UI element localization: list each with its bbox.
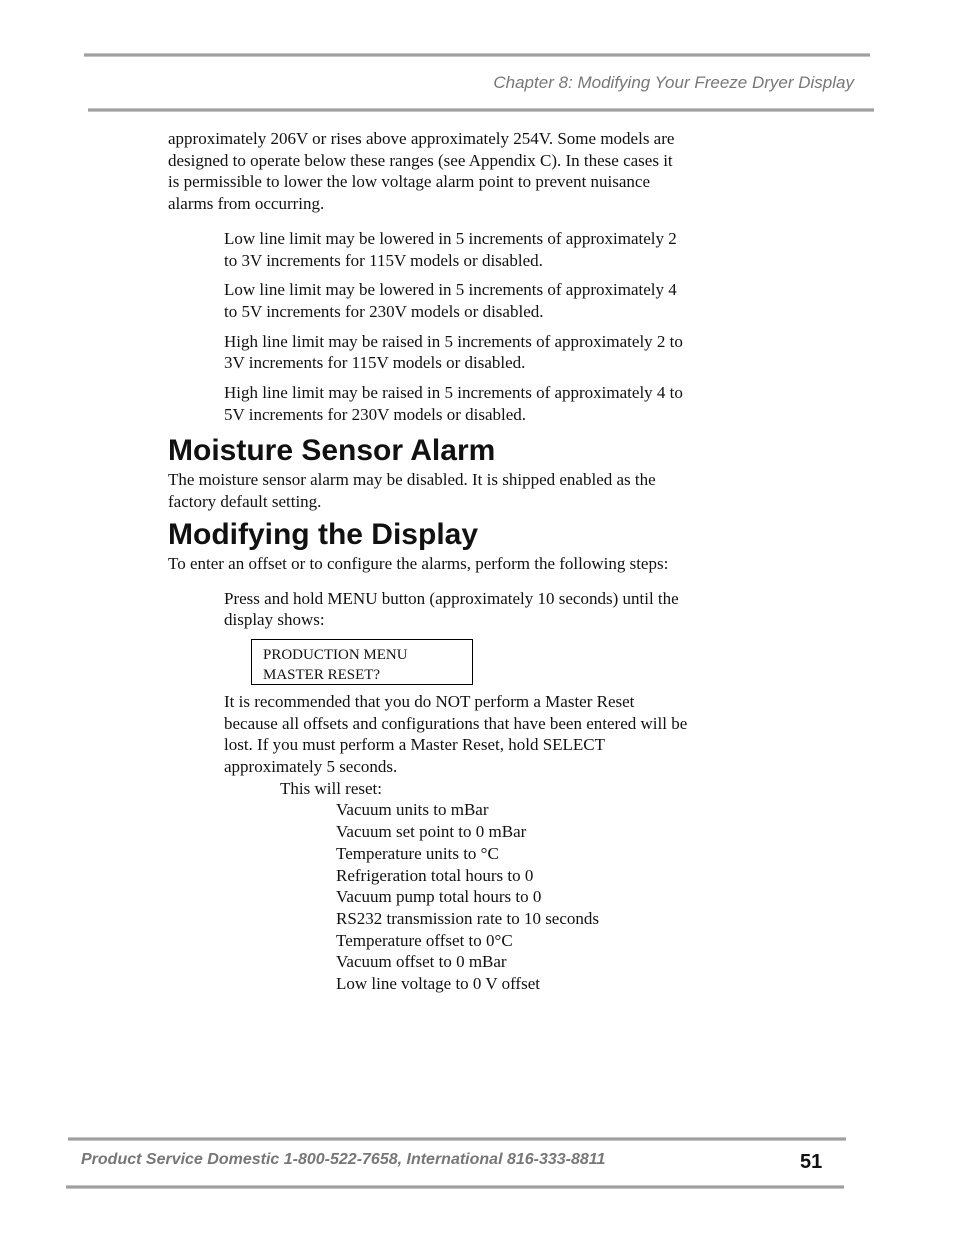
chapter-title: Chapter 8: Modifying Your Freeze Dryer Display (493, 73, 854, 92)
reset-item: Temperature units to °C (336, 843, 499, 863)
header-rule-bottom (88, 108, 874, 112)
reset-item: Vacuum units to mBar (336, 800, 489, 820)
display-heading: Modifying the Display (168, 517, 479, 551)
display-line: PRODUCTION MENU (263, 646, 408, 663)
display-intro: To enter an offset or to configure the alarms, perform the following steps: (168, 553, 669, 573)
reset-item: Vacuum pump total hours to 0 (336, 887, 542, 907)
page-number: 51 (800, 1151, 823, 1173)
reset-item: Temperature offset to 0°C (336, 930, 513, 950)
display-line: MASTER RESET? (263, 666, 381, 683)
footer-rule-top (68, 1137, 846, 1141)
header-rule-top (84, 53, 870, 57)
intro-paragraph: approximately 206V or rises above approximately 254V. Some models are designed to operate below these ranges (see Appendix C). In these cases it is permissible to lower the low voltage alarm point to prevent nuisance alarms from occurring. (168, 129, 675, 214)
limit-item: High line limit may be raised in 5 increments of approximately 2 to 3V increments for 115V models or disabled. (224, 331, 683, 373)
display-readout-box (251, 639, 473, 685)
reset-heading: This will reset: (280, 778, 382, 798)
menu-step: Press and hold MENU button (approximately 10 seconds) until the display shows: (224, 588, 679, 630)
reset-item: Vacuum offset to 0 mBar (336, 952, 507, 972)
moisture-heading: Moisture Sensor Alarm (168, 434, 496, 468)
limit-item: High line limit may be raised in 5 increments of approximately 4 to 5V increments for 230V models or disabled. (224, 383, 683, 424)
reset-item: Refrigeration total hours to 0 (336, 865, 534, 885)
footer-contact: Product Service Domestic 1-800-522-7658, International 816-333-8811 (81, 1151, 606, 1168)
moisture-text: The moisture sensor alarm may be disabled. It is shipped enabled as the factory default setting. (168, 470, 656, 512)
reset-item: Vacuum set point to 0 mBar (336, 822, 527, 842)
limit-item: Low line limit may be lowered in 5 increments of approximately 2 to 3V increments for 115V models or disabled. (224, 228, 677, 270)
page-body (168, 128, 688, 995)
reset-list (336, 799, 688, 994)
reset-item: RS232 transmission rate to 10 seconds (336, 908, 600, 928)
reset-warning: It is recommended that you do NOT perform a Master Reset because all offsets and configurations that have been entered will be lost. If you must perform a Master Reset, hold SELECT approximately 5 seconds. (224, 691, 688, 777)
reset-item: Low line voltage to 0 V offset (336, 974, 540, 994)
footer-rule-bottom (66, 1185, 844, 1189)
limit-item: Low line limit may be lowered in 5 increments of approximately 4 to 5V increments for 230V models or disabled. (224, 280, 677, 321)
